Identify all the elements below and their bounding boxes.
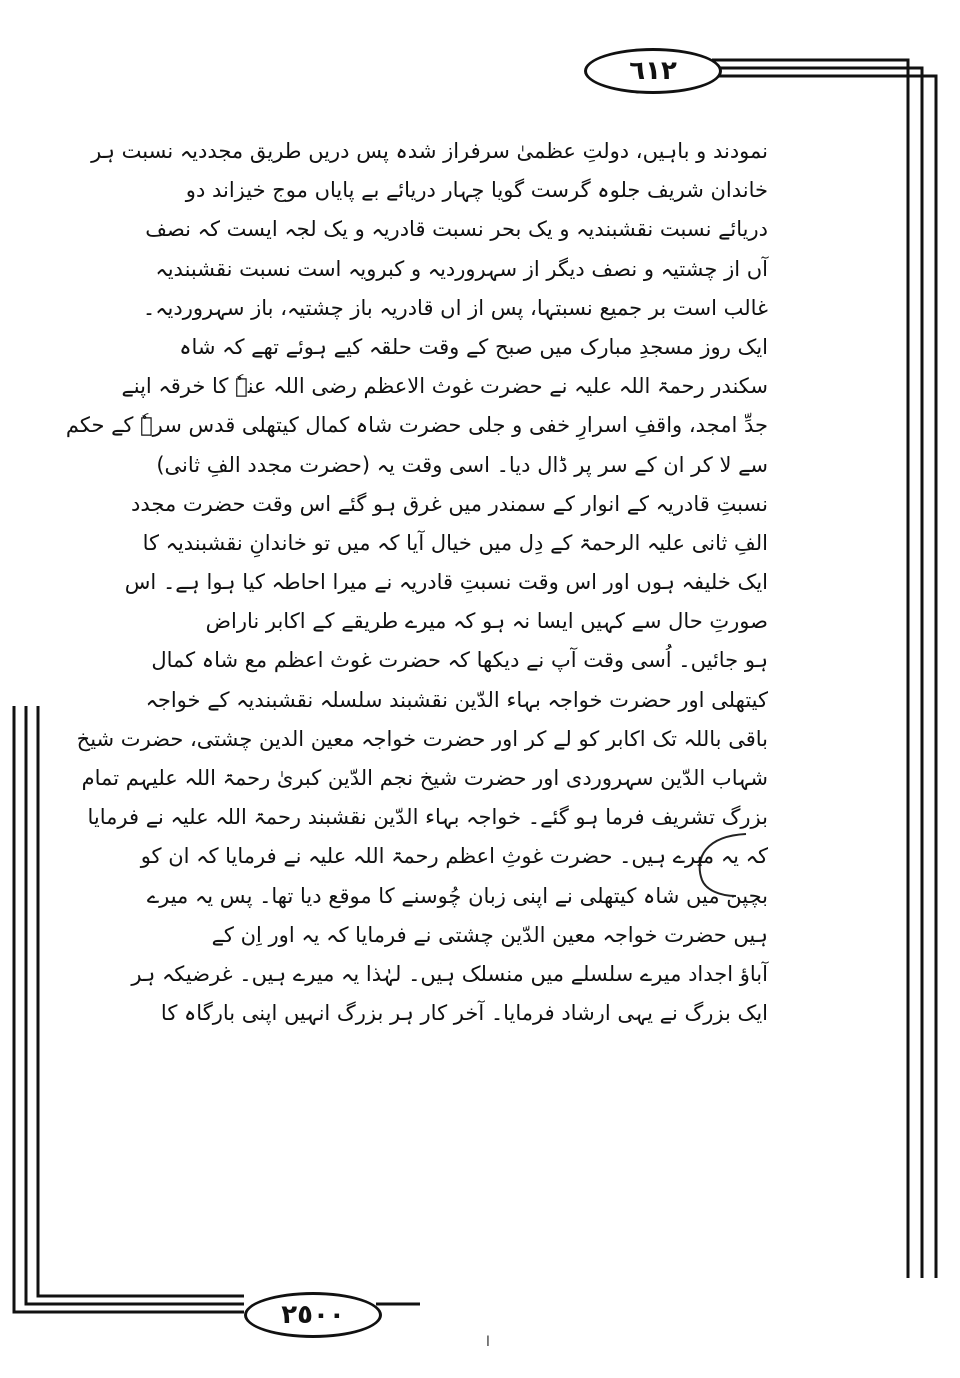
text-line: سے لا کر ان کے سر پر ڈال دیا۔ اسی وقت یہ (حضرت مجدد الفِ ثانی)	[156, 452, 768, 477]
text-line: جدِّ امجد، واقفِ اسرارِ خفی و جلی حضرت شاہ کمال کیتھلی قدس سرہٗ کے حکم	[65, 413, 768, 438]
page-number-top: ٦١٢	[584, 48, 722, 94]
text-line: آباؤ اجداد میرے سلسلے میں منسلک ہیں۔ لہٰذا یہ میرے ہیں۔ غرضیکہ ہر	[131, 961, 768, 986]
text-line: بچپن میں شاہ کیتھلی نے اپنی زبان چُوسنے کا موقع دیا تھا۔ پس یہ میرے	[146, 883, 768, 908]
text-line: خاندان شریف جلوہ گرست گویا چہار دریائے بے پایاں موج خیزاند دو	[185, 178, 768, 203]
text-line: سکندر رحمۃ اللہ علیہ نے حضرت غوث الاعظم رضی اللہ عنہٗ کا خرقہ اپنے	[121, 374, 768, 399]
text-line: ایک روز مسجدِ مبارک میں صبح کے وقت حلقہ کیے ہوئے تھے کہ شاہ	[179, 334, 768, 359]
text-line: غالب است بر جمیع نسبتہا، پس از اں قادریہ باز چشتیہ، باز سہروردیہ۔	[142, 295, 768, 320]
page-number-bottom: ٢٥٠٠	[244, 1292, 382, 1338]
text-line: شہاب الدّین سہروردی اور حضرت شیخ نجم الدّین کبریٰ رحمۃ اللہ علیہم تمام	[81, 766, 768, 790]
text-line: صورتِ حال سے کہیں ایسا نہ ہو کہ میرے طریقے کے اکابر ناراض	[205, 609, 768, 634]
text-line: نسبتِ قادریہ کے انوار کے سمندر میں غرق ہو گئے اس وقت حضرت مجدد	[131, 491, 768, 516]
text-line: ایک بزرگ نے یہی ارشاد فرمایا۔ آخر کار ہر بزرگ انہیں اپنی بارگاہ کا	[160, 1001, 768, 1026]
text-line: ہو جائیں۔ اُسی وقت آپ نے دیکھا کہ حضرت غوث اعظم مع شاہ کمال	[151, 648, 768, 673]
text-line: بزرگ تشریف فرما ہو گئے۔ خواجہ بہاء الدّین نقشبند رحمۃ اللہ علیہ نے فرمایا	[87, 805, 768, 830]
text-line: کہ یہ میرے ہیں۔ حضرت غوثِ اعظم رحمۃ اللہ علیہ نے فرمایا کہ ان کو	[140, 844, 768, 869]
urdu-text-block	[65, 132, 768, 1033]
text-line: الفِ ثانی علیہ الرحمۃ کے دِل میں خیال آیا کہ میں تو خاندانِ نقشبندیہ کا	[142, 530, 768, 555]
stray-mark: ا	[486, 1334, 490, 1350]
text-line: ایک خلیفہ ہوں اور اس وقت نسبتِ قادریہ نے میرا احاطہ کیا ہوا ہے۔ اس	[124, 570, 768, 595]
text-line: نمودند و باہیں، دولتِ عظمیٰ سرفراز شدہ پس دریں طریق مجددیہ نسبت ہر	[91, 139, 768, 163]
text-line: باقی باللہ تک اکابر کو لے کر اور حضرت خواجہ معین الدین چشتی، حضرت شیخ	[76, 726, 768, 751]
text-line: ہیں حضرت خواجہ معین الدّین چشتی نے فرمایا کہ یہ اور اِن کے	[211, 922, 768, 947]
text-line: دریائے نسبت نقشبندیہ و یک بحر نسبت قادریہ و یک لجہ ایست کہ نصف	[145, 217, 768, 242]
text-line: کیتھلی اور حضرت خواجہ بہاء الدّین نقشبند سلسلہ نقشبندیہ کے خواجہ	[145, 687, 768, 712]
text-line: آں از چشتیہ و نصف دیگر از سہروردیہ و کبرویہ است نسبت نقشبندیہ	[155, 256, 768, 281]
